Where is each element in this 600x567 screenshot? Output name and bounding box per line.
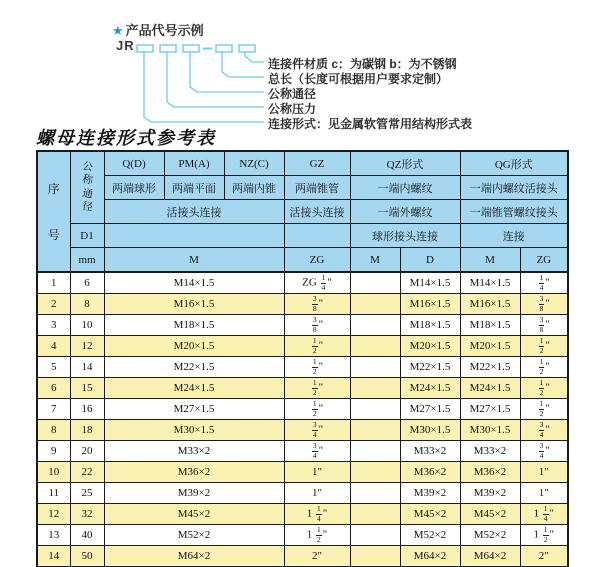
table-cell: M36×2: [400, 462, 460, 483]
table-cell: M45×2: [400, 504, 460, 525]
table-cell: M20×1.5: [400, 336, 460, 357]
table-row: [37, 294, 568, 315]
header-cell: D: [400, 248, 460, 273]
table-cell: 5: [37, 357, 70, 378]
table-row: [37, 483, 568, 504]
header-row: [37, 151, 568, 176]
fraction: $\frac{1}{2}$: [539, 377, 544, 397]
table-cell: 12: [37, 504, 70, 525]
table-cell: M14×1.5: [460, 272, 520, 294]
fraction: $\frac{1}{2}$: [312, 377, 317, 397]
connector-line: [144, 52, 264, 122]
table-row: [37, 441, 568, 462]
table-cell: 1": [284, 483, 350, 504]
table-row: [37, 272, 568, 294]
table-cell: M18×1.5: [104, 315, 284, 336]
table-cell: $\frac{1}{2}$ ": [284, 357, 350, 378]
header-cell: 连接: [460, 224, 568, 248]
diagram-label-length: 总长（长度可根据用户要求定制）: [268, 72, 449, 86]
table-cell: $\frac{3}{4}$ ": [520, 441, 568, 462]
code-box: [160, 45, 176, 52]
table-cell: $\frac{1}{2}$ ": [520, 336, 568, 357]
header-row: [37, 200, 568, 224]
table-cell: $\frac{1}{2}$ ": [284, 378, 350, 399]
header-cell: M: [350, 248, 400, 273]
header-cell: ZG: [520, 248, 568, 273]
table-cell: M27×1.5: [460, 399, 520, 420]
fraction: $\frac{3}{8}$: [312, 293, 317, 313]
fraction: $\frac{1}{2}$: [543, 524, 548, 544]
table-cell: 25: [70, 483, 104, 504]
table-row: [37, 546, 568, 567]
table-cell: 8: [37, 420, 70, 441]
table-cell: 22: [70, 462, 104, 483]
table-cell: M33×2: [104, 441, 284, 462]
table-cell: M27×1.5: [104, 399, 284, 420]
connector-line: [190, 52, 264, 92]
fraction: $\frac{3}{8}$: [312, 314, 317, 334]
table-cell: M24×1.5: [400, 378, 460, 399]
table-cell: M24×1.5: [104, 378, 284, 399]
header-cell: 两端内锥: [224, 176, 284, 200]
nut-connection-reference-table: [36, 150, 569, 567]
table-cell: [350, 399, 400, 420]
table-cell: M30×1.5: [104, 420, 284, 441]
header-cell: M: [460, 248, 520, 273]
fraction: $\frac{1}{2}$: [312, 398, 317, 418]
table-cell: 15: [70, 378, 104, 399]
table-cell: 6: [37, 378, 70, 399]
fraction: $\frac{3}{4}$: [539, 440, 544, 460]
vertical-char: 称: [80, 174, 94, 187]
fraction: $\frac{1}{2}$: [539, 356, 544, 376]
table-cell: 1 $\frac{1}{2}$ ": [520, 525, 568, 546]
header-cell: GZ: [284, 151, 350, 176]
header-cell: 活接头连接: [104, 200, 284, 224]
diagram-label-material: 连接件材质 c：为碳钢 b：为不锈钢: [268, 57, 457, 71]
table-cell: 6: [70, 272, 104, 294]
table-cell: 14: [37, 546, 70, 567]
table-cell: 13: [37, 525, 70, 546]
table-cell: $\frac{3}{8}$ ": [520, 315, 568, 336]
table-row: [37, 315, 568, 336]
table-cell: [350, 441, 400, 462]
table-cell: [350, 420, 400, 441]
header-cell: 两端平面: [164, 176, 224, 200]
diagram-label-diameter: 公称通径: [268, 87, 317, 101]
header-cell: 一端外螺纹: [350, 200, 460, 224]
table-cell: M39×2: [460, 483, 520, 504]
table-cell: 4: [37, 336, 70, 357]
table-cell: $\frac{3}{4}$ ": [520, 420, 568, 441]
table-cell: M30×1.5: [460, 420, 520, 441]
table-cell: 32: [70, 504, 104, 525]
connector-line: [222, 52, 264, 77]
table-cell: M39×2: [400, 483, 460, 504]
vertical-char: 径: [80, 201, 94, 214]
fraction: $\frac{1}{4}$: [317, 503, 321, 523]
table-cell: 10: [37, 462, 70, 483]
fraction: $\frac{3}{4}$: [539, 419, 544, 439]
code-box: [183, 45, 199, 52]
header-cell: 一端内螺纹: [350, 176, 460, 200]
fraction: $\frac{1}{2}$: [312, 356, 317, 376]
page-title: 螺母连接形式参考表: [36, 128, 216, 148]
table-cell: [350, 483, 400, 504]
header-cell: QG形式: [460, 151, 568, 176]
table-cell: 1 $\frac{1}{2}$ ": [284, 525, 350, 546]
header-cell: ZG: [284, 248, 350, 273]
table-cell: $\frac{1}{2}$ ": [520, 378, 568, 399]
header-cell: D1: [70, 224, 104, 248]
table-cell: M22×1.5: [460, 357, 520, 378]
table-cell: M16×1.5: [460, 294, 520, 315]
table-cell: M18×1.5: [400, 315, 460, 336]
table-cell: M14×1.5: [400, 272, 460, 294]
header-cell: 两端球形: [104, 176, 164, 200]
fraction: $\frac{1}{2}$: [312, 335, 317, 355]
code-box: [137, 45, 153, 52]
table-cell: 1": [520, 483, 568, 504]
table-cell: $\frac{3}{8}$ ": [520, 294, 568, 315]
table-cell: $\frac{1}{2}$ ": [520, 357, 568, 378]
table-cell: 9: [37, 441, 70, 462]
table-row: [37, 336, 568, 357]
header-cell: 球形接头连接: [350, 224, 460, 248]
table-cell: [350, 315, 400, 336]
table-head: [37, 151, 568, 272]
header-cell: [284, 224, 350, 248]
vertical-char: 公: [80, 160, 94, 174]
table-cell: [350, 272, 400, 294]
table-cell: 2: [37, 294, 70, 315]
table-cell: 10: [70, 315, 104, 336]
table-cell: M16×1.5: [400, 294, 460, 315]
table-cell: 40: [70, 525, 104, 546]
fraction: $\frac{1}{2}$: [539, 398, 544, 418]
table-cell: 1": [284, 462, 350, 483]
header-cell: PM(A): [164, 151, 224, 176]
table-cell: M52×2: [400, 525, 460, 546]
table-cell: M30×1.5: [400, 420, 460, 441]
table-cell: [350, 294, 400, 315]
table-cell: 2": [520, 546, 568, 567]
table-cell: M52×2: [460, 525, 520, 546]
table-cell: M45×2: [460, 504, 520, 525]
fraction: $\frac{3}{8}$: [539, 293, 544, 313]
product-code-example-label: 产品代号示例: [125, 23, 204, 38]
header-row: [37, 224, 568, 248]
table-row: [37, 378, 568, 399]
header-cell: 活接头连接: [284, 200, 350, 224]
header-cell: mm: [70, 248, 104, 273]
header-cell: QZ形式: [350, 151, 460, 176]
table-cell: 1 $\frac{1}{4}$ ": [520, 504, 568, 525]
table-cell: [350, 504, 400, 525]
header-cell: [70, 151, 104, 224]
table-cell: 18: [70, 420, 104, 441]
table-cell: M20×1.5: [104, 336, 284, 357]
code-box: [216, 45, 232, 52]
table-cell: $\frac{1}{2}$ ": [284, 399, 350, 420]
table-cell: $\frac{3}{8}$ ": [284, 294, 350, 315]
table-cell: 14: [70, 357, 104, 378]
table-row: [37, 420, 568, 441]
table-cell: [350, 336, 400, 357]
star-icon: ★: [112, 23, 124, 38]
table-cell: $\frac{3}{4}$ ": [284, 420, 350, 441]
table-row: [37, 504, 568, 525]
diagram-label-connection: 连接形式：见金属软管常用结构形式表: [268, 117, 473, 131]
connector-line: [245, 52, 264, 62]
table-row: [37, 462, 568, 483]
table-cell: 8: [70, 294, 104, 315]
header-cell: 一端锥管螺纹接头: [460, 200, 568, 224]
fraction: $\frac{1}{4}$: [543, 503, 548, 523]
table-cell: M18×1.5: [460, 315, 520, 336]
table-body: [37, 272, 568, 567]
table-cell: M22×1.5: [104, 357, 284, 378]
table-cell: M52×2: [104, 525, 284, 546]
fraction: $\frac{3}{4}$: [312, 440, 317, 460]
header-row: [37, 176, 568, 200]
table-cell: $\frac{1}{2}$ ": [520, 399, 568, 420]
table-cell: [350, 462, 400, 483]
header-cell: M: [104, 248, 284, 273]
table-row: [37, 357, 568, 378]
vertical-char: 通: [80, 187, 94, 201]
header-cell: 一端内螺纹活接头: [460, 176, 568, 200]
table-row: [37, 399, 568, 420]
header-cell: [104, 224, 284, 248]
table-cell: M45×2: [104, 504, 284, 525]
table-cell: M64×2: [400, 546, 460, 567]
table-cell: M64×2: [104, 546, 284, 567]
table-cell: 3: [37, 315, 70, 336]
vertical-char: 号: [47, 227, 60, 242]
diagram-label-pressure: 公称压力: [268, 102, 317, 116]
header-cell: 两端锥管: [284, 176, 350, 200]
table-cell: $\frac{1}{2}$ ": [284, 336, 350, 357]
table-cell: M14×1.5: [104, 272, 284, 294]
table-cell: 1 $\frac{1}{4}$ ": [284, 504, 350, 525]
fraction: $\frac{3}{4}$: [312, 419, 317, 439]
code-box: [239, 45, 255, 52]
header-cell: Q(D): [104, 151, 164, 176]
table-cell: ZG $\frac{1}{4}$ ": [284, 272, 350, 294]
table-cell: $\frac{1}{4}$ ": [520, 272, 568, 294]
table-cell: 16: [70, 399, 104, 420]
table-cell: [350, 357, 400, 378]
table-cell: $\frac{3}{8}$ ": [284, 315, 350, 336]
table-cell: [350, 525, 400, 546]
table-cell: 7: [37, 399, 70, 420]
fraction: $\frac{1}{2}$: [539, 335, 544, 355]
fraction: $\frac{3}{8}$: [539, 314, 544, 334]
table-cell: 20: [70, 441, 104, 462]
fraction: $\frac{1}{4}$: [539, 272, 544, 292]
table-cell: 1: [37, 272, 70, 294]
table-cell: M24×1.5: [460, 378, 520, 399]
table-cell: 12: [70, 336, 104, 357]
table-cell: 11: [37, 483, 70, 504]
table-cell: M27×1.5: [400, 399, 460, 420]
table-cell: [350, 378, 400, 399]
code-prefix: JR: [116, 38, 135, 53]
table-cell: 2": [284, 546, 350, 567]
fraction: $\frac{1}{2}$: [317, 524, 321, 544]
table-cell: $\frac{3}{4}$ ": [284, 441, 350, 462]
table-cell: M36×2: [104, 462, 284, 483]
table-cell: M39×2: [104, 483, 284, 504]
fraction: $\frac{1}{4}$: [321, 272, 326, 292]
table-row: [37, 525, 568, 546]
table-cell: M36×2: [460, 462, 520, 483]
table-cell: M33×2: [400, 441, 460, 462]
table-cell: M33×2: [460, 441, 520, 462]
table-cell: M64×2: [460, 546, 520, 567]
header-cell: NZ(C): [224, 151, 284, 176]
table-cell: M20×1.5: [460, 336, 520, 357]
table-cell: 1": [520, 462, 568, 483]
header-row: [37, 248, 568, 273]
vertical-char: 序: [47, 181, 60, 196]
table-cell: M16×1.5: [104, 294, 284, 315]
table-cell: M22×1.5: [400, 357, 460, 378]
header-cell: [37, 151, 70, 272]
table-cell: 50: [70, 546, 104, 567]
table-cell: [350, 546, 400, 567]
